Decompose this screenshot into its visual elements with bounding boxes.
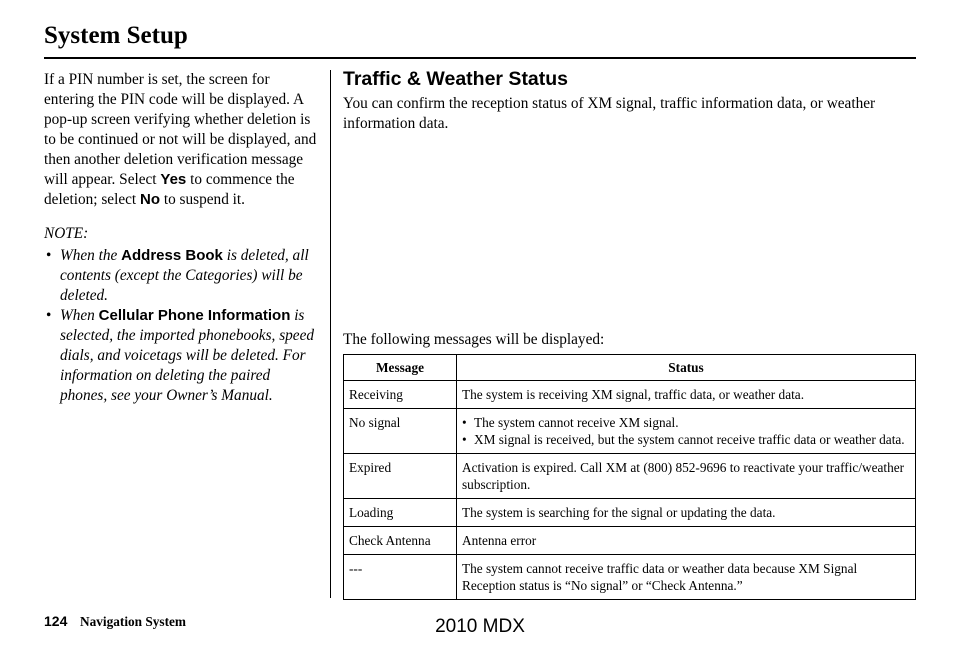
status-bullet: • XM signal is received, but the system cannot receive traffic data or weather data. xyxy=(462,431,910,448)
para-text-1: If a PIN number is set, the screen for entering the PIN code will be displayed. A pop-up screen verifying whether deletion is to be continued or not will be displayed, and then another deletion verification message will appear. Select xyxy=(44,71,317,188)
table-row xyxy=(344,381,916,409)
message-cell: Loading xyxy=(344,499,457,527)
page-title: System Setup xyxy=(44,22,188,49)
header-message: Message xyxy=(344,355,457,381)
message-cell: Check Antenna xyxy=(344,527,457,555)
note-item xyxy=(44,306,319,406)
footer-label: Navigation System xyxy=(80,614,187,629)
table-row xyxy=(344,499,916,527)
intro-paragraph: You can confirm the reception status of XM signal, traffic information data, or weather information data. xyxy=(343,95,876,132)
status-cell: Activation is expired. Call XM at (800) 852-9696 to reactivate your traffic/weather subscription. xyxy=(457,454,916,499)
right-column xyxy=(343,67,918,134)
section-heading: Traffic & Weather Status xyxy=(343,68,569,90)
status-cell: Antenna error xyxy=(457,527,916,555)
cellular-phone-term: Cellular Phone Information xyxy=(98,307,291,324)
status-cell: The system is receiving XM signal, traffic data, or weather data. xyxy=(457,381,916,409)
para-text-3: to suspend it. xyxy=(163,191,245,208)
header-rule xyxy=(44,57,916,59)
status-table xyxy=(343,354,916,600)
table-row xyxy=(344,527,916,555)
table-row xyxy=(344,409,916,454)
status-cell xyxy=(457,409,916,454)
status-bullets xyxy=(462,414,910,448)
note-text: When xyxy=(60,307,95,324)
message-cell: --- xyxy=(344,555,457,600)
table-lead: The following messages will be displayed: xyxy=(343,331,605,348)
status-cell: The system is searching for the signal or updating the data. xyxy=(457,499,916,527)
page-number: 124 xyxy=(44,613,68,629)
status-cell: The system cannot receive traffic data or weather data because XM Signal Reception status is “No signal” or “Check Antenna.” xyxy=(457,555,916,600)
pin-paragraph xyxy=(44,70,319,210)
note-text: When the xyxy=(60,247,118,264)
message-cell: Expired xyxy=(344,454,457,499)
note-text: is selected, the imported phonebooks, speed dials, and voicetags will be deleted. For information on deleting the paired phones, see your Owner’s Manual. xyxy=(60,307,315,404)
yes-term: Yes xyxy=(160,171,187,188)
watermark: 2010 MDX xyxy=(435,616,525,637)
header-status: Status xyxy=(457,355,916,381)
note-heading: NOTE: xyxy=(44,225,89,242)
note-text: is deleted, all contents (except the Categories) will be deleted. xyxy=(60,247,309,304)
status-bullet: • The system cannot receive XM signal. xyxy=(462,414,910,431)
message-cell: Receiving xyxy=(344,381,457,409)
column-divider xyxy=(330,70,331,598)
message-cell: No signal xyxy=(344,409,457,454)
note-item xyxy=(44,246,319,306)
note-list xyxy=(44,246,319,406)
table-header-row xyxy=(344,355,916,381)
left-column xyxy=(44,70,319,406)
table-row xyxy=(344,555,916,600)
table-row xyxy=(344,454,916,499)
address-book-term: Address Book xyxy=(121,247,223,264)
para-text-2: to commence the deletion; select xyxy=(44,171,295,208)
no-term: No xyxy=(140,191,160,208)
